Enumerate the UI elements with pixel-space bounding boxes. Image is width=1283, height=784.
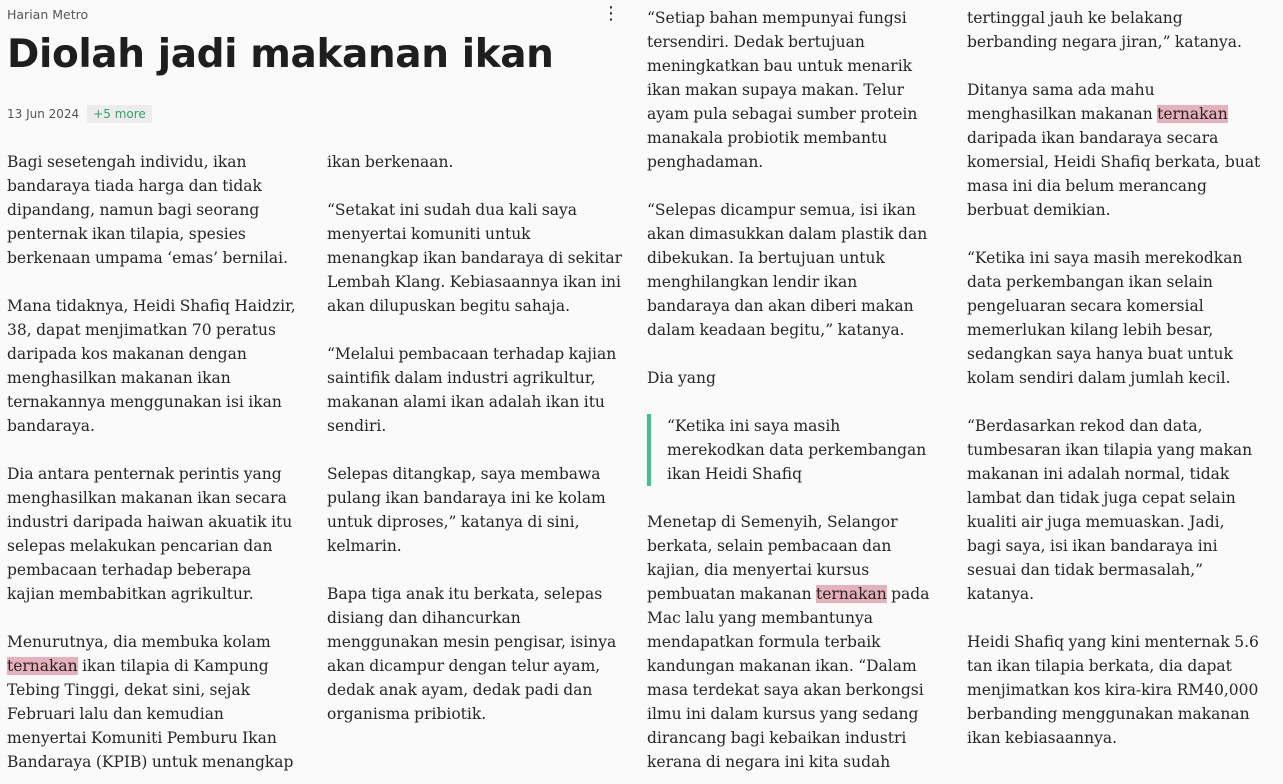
text-run: daripada ikan bandaraya secara komersial, Heidi Shafiq berkata, buat masa ini dia belum merancang berbuat demikian. — [967, 129, 1261, 219]
paragraph: tertinggal jauh ke belakang berbanding negara jiran,” katanya. — [967, 9, 1242, 51]
publication-name: Harian Metro — [7, 7, 89, 22]
article-column-4 — [967, 6, 1261, 774]
search-highlight: ternakan — [7, 657, 78, 675]
paragraph — [647, 510, 939, 774]
paragraph: “Berdasarkan rekod dan data, tumbesaran ikan tilapia yang makan makanan ini adalah normal, tidak lambat dan tidak juga cepat selain kualiti air juga memuaskan. Jadi, bagi saya, isi ikan bandaraya ini sesuai dan tidak bermasalah,” katanya. — [967, 417, 1253, 603]
paragraph: “Ketika ini saya masih merekodkan data perkembangan ikan selain pengeluaran secara komersial memerlukan kilang lebih besar, sedangkan saya hanya buat untuk kolam sendiri dalam jumlah kecil. — [967, 249, 1243, 387]
text-run: Menurutnya, dia membuka kolam — [7, 633, 271, 651]
more-tags-button[interactable]: +5 more — [87, 105, 152, 123]
paragraph — [967, 78, 1261, 222]
paragraph: “Setakat ini sudah dua kali saya menyertai komuniti untuk menangkap ikan bandaraya di sekitar Lembah Klang. Kebiasaannya ikan ini akan dilupuskan begitu sahaja. — [327, 201, 623, 315]
search-highlight: ternakan — [1157, 105, 1228, 123]
text-run: pada Mac lalu yang membantunya mendapatkan formula terbaik kandungan makanan ikan. “Dalam masa terdekat saya akan berkongsi ilmu ini dalam kursus yang sedang dirancang bagi kebaikan industri kerana di negara ini kita sudah — [647, 585, 930, 771]
article-title: Diolah jadi makanan ikan — [7, 32, 554, 77]
article-column-1 — [7, 150, 299, 784]
text-run: ikan tilapia di Kampung Tebing Tinggi, dekat sini, sejak Februari lalu dan kemudian menyertai Komuniti Pemburu Ikan Bandaraya (KPIB) untuk menangkap — [7, 657, 294, 771]
paragraph — [7, 630, 299, 774]
article-meta — [7, 103, 152, 125]
paragraph: “Setiap bahan mempunyai fungsi tersendiri. Dedak bertujuan meningkatkan bau untuk menarik ikan makan supaya makan. Telur ayam pula sebagai sumber protein manakala probiotik membantu penghadaman. — [647, 9, 918, 171]
text-run: Menetap di Semenyih, Selangor berkata, selain pembacaan dan kajian, dia menyertai kursus pembuatan makanan — [647, 513, 898, 603]
pull-quote-text: “Ketika ini saya masih merekodkan data perkembangan ikan Heidi Shafiq — [667, 417, 927, 483]
pull-quote — [647, 414, 939, 486]
text-run: Ditanya sama ada mahu menghasilkan makanan — [967, 81, 1158, 123]
paragraph: ikan berkenaan. — [327, 153, 454, 171]
paragraph: Bagi sesetengah individu, ikan bandaraya tiada harga dan tidak dipandang, namun bagi seorang penternak ikan tilapia, spesies berkenaan umpama ‘emas’ bernilai. — [7, 153, 289, 267]
paragraph: Dia antara penternak perintis yang menghasilkan makanan ikan secara industri daripada haiwan akuatik itu selepas melakukan pencarian dan pembacaan terhadap beberapa kajian membabitkan agrikultur. — [7, 465, 293, 603]
paragraph: “Melalui pembacaan terhadap kajian saintifik dalam industri agrikultur, makanan alami ikan adalah ikan itu sendiri. — [327, 345, 617, 435]
article-column-3 — [647, 6, 939, 784]
publish-date: 13 Jun 2024 — [7, 107, 80, 121]
paragraph: Heidi Shafiq yang kini menternak 5.6 tan ikan tilapia berkata, dia dapat menjimatkan kos kira-kira RM40,000 berbanding menggunakan makanan ikan kebiasaannya. — [967, 633, 1259, 747]
paragraph: Selepas ditangkap, saya membawa pulang ikan bandaraya ini ke kolam untuk diproses,” katanya di sini, kelmarin. — [327, 465, 606, 555]
search-highlight: ternakan — [816, 585, 887, 603]
paragraph: Mana tidaknya, Heidi Shafiq Haidzir, 38, dapat menjimatkan 70 peratus daripada kos makanan dengan menghasilkan makanan ikan ternakannya menggunakan isi ikan bandaraya. — [7, 297, 296, 435]
paragraph: Dia yang — [647, 369, 716, 387]
more-options-icon[interactable]: ⋮ — [602, 3, 620, 24]
paragraph: Bapa tiga anak itu berkata, selepas disiang dan dihancurkan menggunakan mesin pengisar, isinya akan dicampur dengan telur ayam, dedak anak ayam, dedak padi dan organisma pribiotik. — [327, 585, 617, 723]
article-column-2 — [327, 150, 623, 750]
paragraph: “Selepas dicampur semua, isi ikan akan dimasukkan dalam plastik dan dibekukan. Ia bertujuan untuk menghilangkan lendir ikan bandaraya dan akan diberi makan dalam keadaan begitu,” katanya. — [647, 201, 928, 339]
